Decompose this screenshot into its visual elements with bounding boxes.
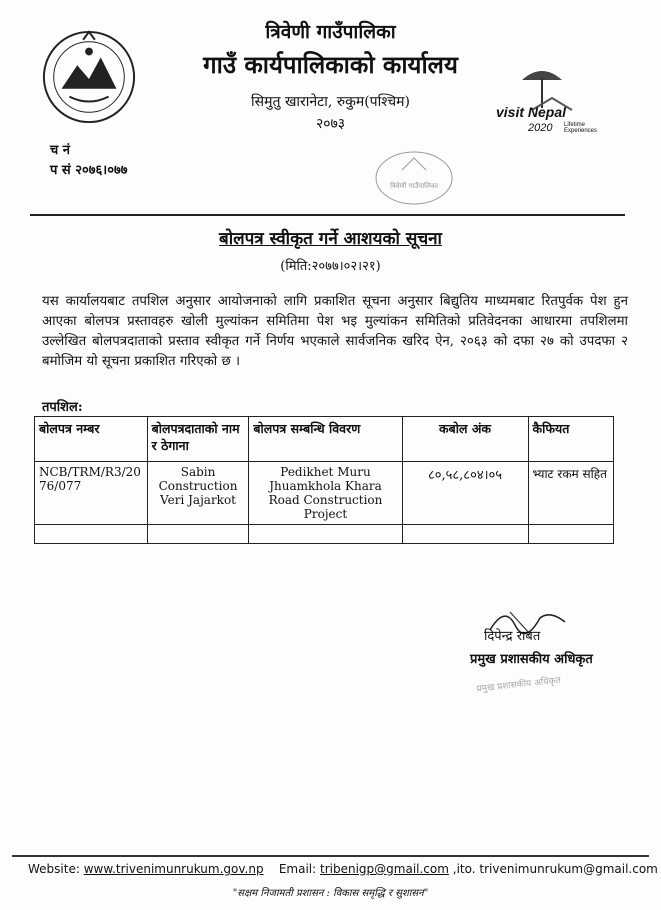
notice-body: यस कार्यालयबाट तपशिल अनुसार आयोजनाको लागि प्रकाशित सूचना अनुसार बिद्युतिय माध्यमबाट रितपुर्वक पेश हुन आएका बोलपत्र प्रस्तावहरु खोली मुल्यांकन समितिमा पेश भइ मुल्यांकन समितिको प्रतिवेदनका आधारमा तपशिलमा उल्लेखित बोलपत्रदाताको प्रस्ताव स्वीकृत गर्ने निर्णय भएकाले सार्वजनिक खरिद ऐन, २०६३ को दफा २७ को उपदफा २ बमोजिम यो सूचना प्रकाशित गरिएको छ । bbox=[42, 294, 628, 369]
office-seal-icon bbox=[372, 148, 456, 208]
visit-nepal-tagline: Lifetime Experiences bbox=[564, 122, 598, 134]
email-link[interactable]: tribenigp@gmail.com bbox=[320, 862, 449, 876]
cell-tender-number: NCB/TRM/R3/2076/077 bbox=[35, 462, 148, 525]
email-label: Email: bbox=[278, 862, 317, 876]
header-description: बोलपत्र सम्बन्धि विवरण bbox=[249, 417, 402, 462]
footer-motto: "सक्षम निजामती प्रशासन : विकास समृद्धि र सुशासन" bbox=[232, 888, 429, 899]
website-link[interactable]: www.trivenimunrukum.gov.np bbox=[83, 862, 264, 876]
signatory-title: प्रमुख प्रशासकीय अधिकृत bbox=[470, 652, 593, 667]
visit-nepal-year: 2020 bbox=[528, 122, 553, 134]
table-row bbox=[35, 462, 614, 525]
cell-bidder: Sabin Construction Veri Jajarkot bbox=[147, 462, 249, 525]
office-seal-text: त्रिवेणी गाउँपालिका bbox=[390, 182, 438, 190]
org-name-line2: गाउँ कार्यपालिकाको कार्यालय bbox=[203, 50, 458, 79]
visit-nepal-text: visit Nepal bbox=[496, 104, 567, 120]
cell-amount: ८०,५८,८०४।०५ bbox=[402, 462, 528, 525]
tender-table bbox=[34, 416, 614, 544]
notice-title: बोलपत्र स्वीकृत गर्ने आशयको सूचना bbox=[219, 229, 442, 249]
email-secondary: ,ito. trivenimunrukum@gmail.com bbox=[452, 862, 658, 876]
signatory-name: दिपेन्द्र राबत bbox=[484, 629, 541, 644]
header-tender-number: बोलपत्र नम्बर bbox=[35, 417, 148, 462]
table-row-empty bbox=[35, 525, 614, 544]
notice-date: (मिति:२०७७।०२।२१) bbox=[280, 259, 381, 274]
table-header-row bbox=[35, 417, 614, 462]
org-address: सिमुतु खारानेटा, रुकुम(पश्चिम) bbox=[251, 94, 410, 110]
org-name-line1: त्रिवेणी गाउँपालिका bbox=[265, 21, 396, 43]
header-divider bbox=[30, 214, 625, 216]
header-amount: कबोल अंक bbox=[402, 417, 528, 462]
header-remark: कैफियत bbox=[528, 417, 614, 462]
website-label: Website: bbox=[28, 862, 80, 876]
footer-contact bbox=[28, 862, 658, 876]
org-year: २०७३ bbox=[315, 116, 346, 132]
cell-remark: भ्याट रकम सहित bbox=[528, 462, 614, 525]
cha-na-label: च नं bbox=[50, 143, 70, 158]
header-bidder: बोलपत्रदाताको नाम र ठेगाना bbox=[147, 417, 249, 462]
cell-description: Pedikhet Muru Jhuamkhola Khara Road Construction Project bbox=[249, 462, 402, 525]
visit-nepal-logo bbox=[492, 60, 612, 140]
footer-divider bbox=[12, 855, 649, 857]
designation-stamp-text: प्रमुख प्रशासकीय अधिकृत bbox=[476, 675, 562, 695]
designation-stamp-icon bbox=[470, 660, 590, 700]
tapasil-label: तपशिल: bbox=[42, 400, 83, 415]
pa-sa-label: प सं २०७६।०७७ bbox=[50, 163, 128, 178]
